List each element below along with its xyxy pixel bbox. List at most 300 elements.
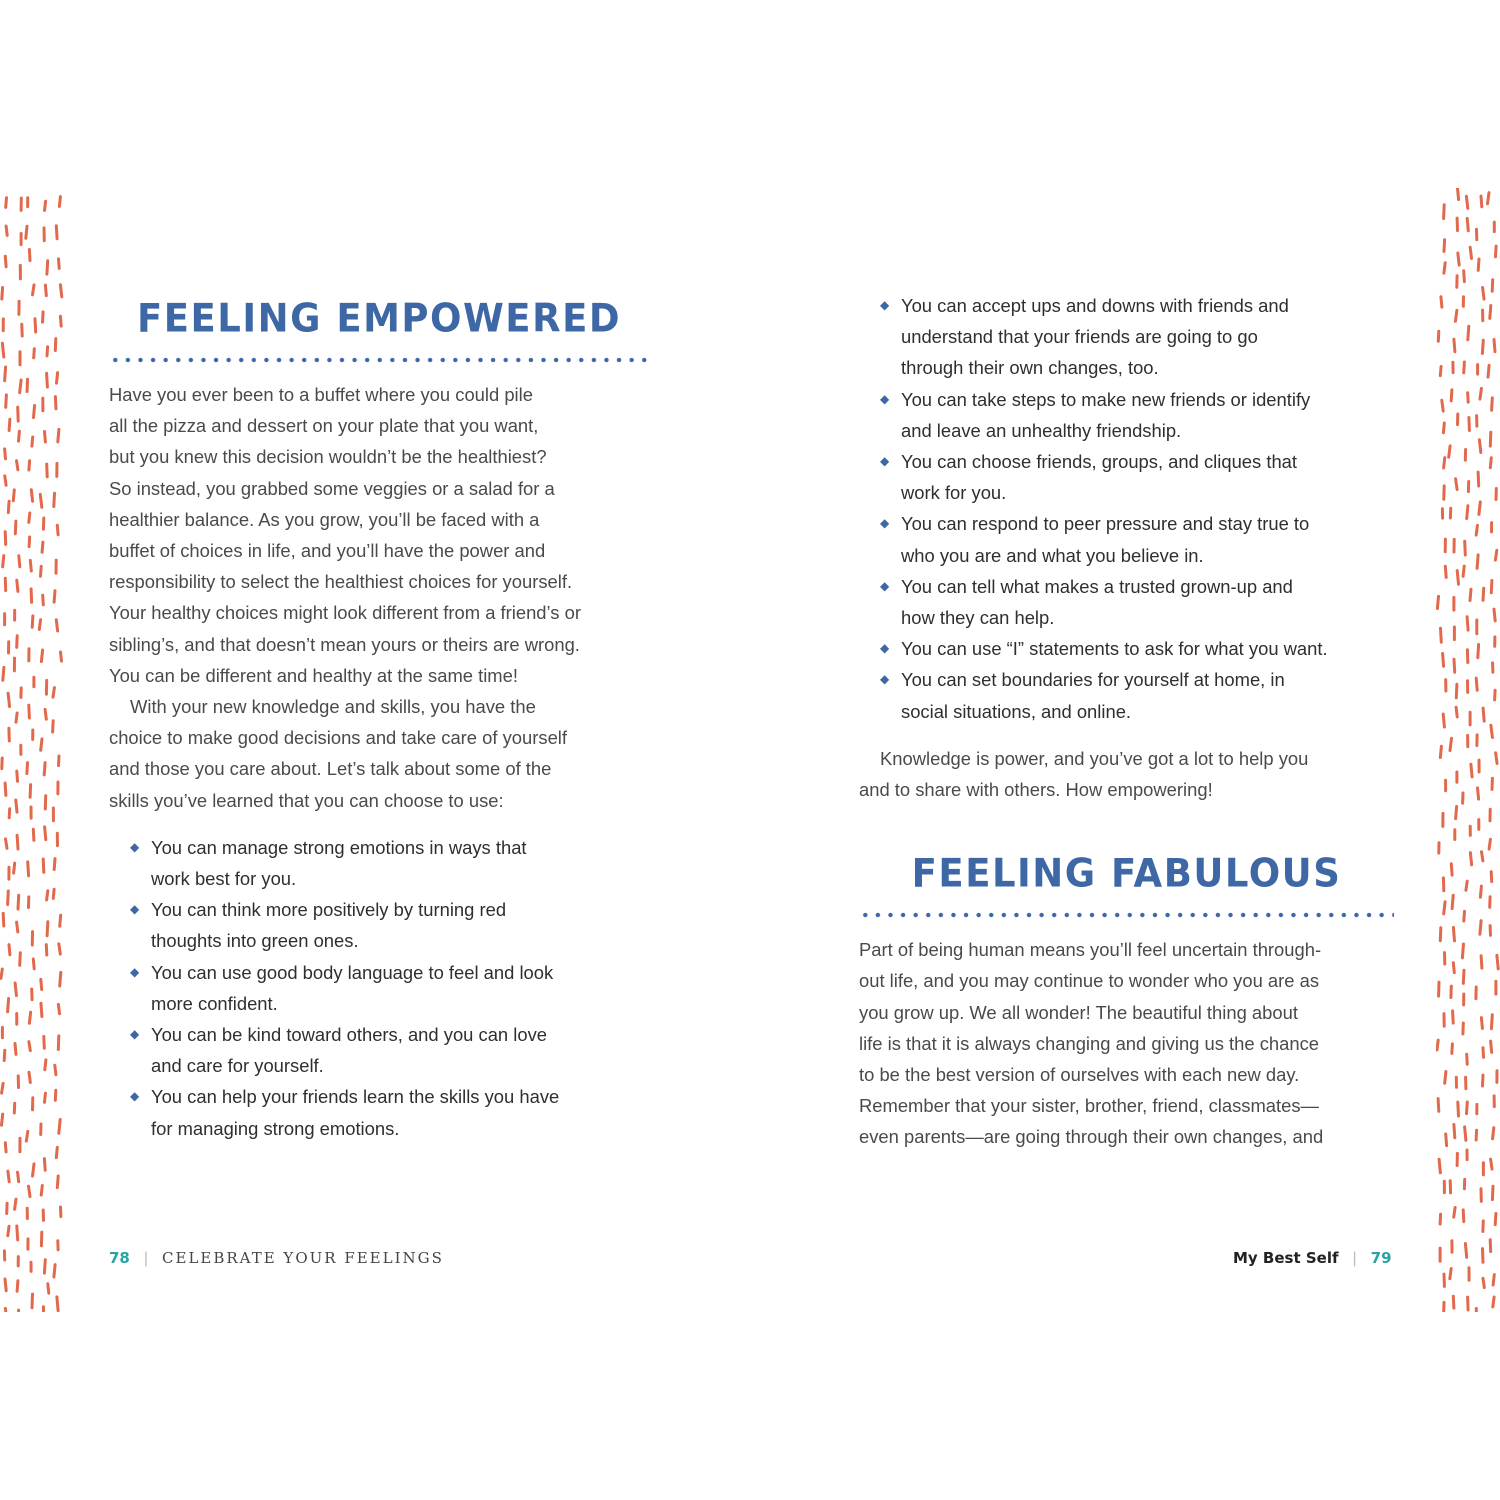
decorative-dash [33,959,34,969]
decorative-dash [15,1044,16,1055]
page-number-right: 79 [1370,1249,1392,1267]
decorative-dash [17,835,18,849]
decorative-dash [1496,246,1497,257]
diamond-bullet-icon: ◆ [130,1089,140,1104]
diamond-bullet-icon: ◆ [130,1027,140,1042]
paragraph-line: to be the best version of ourselves with each new day. [859,1064,1300,1086]
decorative-dash [2,1114,3,1125]
decorative-dash [17,461,18,470]
list-item-line: You can accept ups and downs with friends and [901,295,1289,316]
decorative-dash [5,1279,6,1291]
paragraph-line: but you knew this decision wouldn’t be the healthiest? [109,446,547,468]
footer-left [109,1247,444,1270]
decorative-dash [29,1072,30,1082]
list-item-line: how they can help. [901,607,1055,629]
decorative-dash [29,1012,30,1023]
decorative-dash [1469,418,1470,431]
decorative-dash [15,983,16,996]
decorative-dash [59,197,60,207]
decorative-dash [13,490,14,501]
decorative-dash [61,652,62,661]
decorative-dash [31,589,32,602]
decorative-dash [1481,956,1482,968]
decorative-dash [54,859,55,870]
decorative-dash [32,437,33,446]
decorative-dash [1478,259,1479,270]
decorative-dash [58,1004,59,1013]
decorative-dash [1490,458,1491,468]
left-page-column [109,295,649,1144]
decorative-dash [55,1065,56,1075]
footer-separator: | [143,1250,149,1267]
decorative-dash [15,1199,16,1209]
decorative-dash [8,999,9,1012]
decorative-dash [43,859,44,872]
decorative-dash [58,429,59,442]
list-item-line: You can use good body language to feel and look [151,961,554,983]
decorative-dash [1437,1040,1438,1050]
paragraph-line: life is that it is always changing and giving us the chance [859,1032,1320,1054]
diamond-bullet-icon: ◆ [880,578,890,593]
decorative-dash [58,1036,59,1050]
decorative-dash [1466,196,1467,208]
decorative-dash [44,763,45,775]
list-item-line: who you are and what you believe in. [901,544,1204,566]
decorative-dash [1465,1127,1466,1140]
decorative-dash [1463,566,1464,576]
list-item-line: You can manage strong emotions in ways that [151,836,527,858]
decorative-dash [54,1265,55,1277]
decorative-dash [33,285,35,295]
decorative-dash [1483,588,1484,600]
decorative-dash [1480,921,1481,935]
decorative-dash [1483,1278,1484,1287]
decorative-dash [1478,472,1479,486]
decorative-dash [1483,1249,1484,1263]
decorative-dash [8,1226,9,1235]
decorative-dash [1446,1134,1447,1146]
paragraph-line: So instead, you grabbed some veggies or a salad for a [109,477,555,499]
second-paragraph [109,691,649,816]
decorative-dash [1491,1041,1492,1052]
decorative-dash [59,944,61,954]
decorative-dash [34,349,35,358]
decorative-dash [5,476,6,485]
decorative-dash [46,945,47,955]
decorative-dash [1449,446,1450,457]
paragraph-line: healthier balance. As you grow, you’ll be faced with a [109,508,540,530]
decorative-dash [1443,423,1444,433]
decorative-dash [1493,1275,1494,1285]
decorative-dash [14,863,15,873]
decorative-dash [1444,263,1445,274]
decorative-dash [60,316,61,326]
list-item-line: thoughts into green ones. [151,930,359,952]
decorative-dash [1483,708,1484,721]
decorative-dash [6,198,7,208]
decorative-dash [1471,764,1472,777]
decorative-dash [1465,541,1466,555]
decorative-dash [45,285,46,296]
decorative-dash [39,620,40,630]
decorative-dash [1442,400,1443,411]
decorative-dash [44,1037,45,1049]
section-heading-empowered: FEELING EMPOWERED [136,295,622,342]
list-item [859,508,1394,570]
paragraph-line: and those you care about. Let’s talk about some of the [109,758,552,780]
list-item-line: for managing strong emotions. [151,1117,400,1139]
decorative-dash [5,256,6,266]
decorative-dash [45,1060,46,1070]
decorative-dash [60,972,61,986]
list-item [859,290,1394,384]
decorative-dash [3,667,4,680]
decorative-dash [1483,1048,1484,1058]
decorative-dash [1481,196,1482,207]
decorative-dash [33,1164,35,1176]
intro-paragraph [109,379,649,691]
decorative-dash [17,580,18,591]
list-item [859,446,1394,508]
fabulous-paragraph [859,934,1394,1152]
decorative-dash [1488,365,1489,377]
paragraph-line: sibling’s, and that doesn’t mean yours or theirs are wrong. [109,633,580,655]
decorative-dash [47,922,48,936]
decorative-dash [1455,310,1457,321]
list-item-line: You can choose friends, groups, and cliques that [901,451,1298,473]
decorative-dash [1440,928,1441,941]
decorative-dash [57,1176,58,1188]
decorative-dash [1480,388,1481,399]
decorative-dash [1444,458,1445,468]
decorative-dash [26,226,27,238]
decorative-dash [1467,506,1468,519]
paragraph-line: With your new knowledge and skills, you have the [130,696,536,718]
decorative-dash [30,560,31,571]
paragraph-line: Your healthy choices might look different from a friend’s or [109,602,581,624]
decorative-dash [1492,398,1493,410]
decorative-dash [1444,205,1445,219]
decorative-dash [3,556,4,567]
decorative-dash [1495,690,1496,700]
decorative-dash [1476,525,1477,535]
decorative-dash [1468,393,1469,402]
paragraph-line: you grow up. We all wonder! The beautiful thing about [859,1001,1298,1023]
decorative-dash [1451,864,1452,875]
decorative-dash [29,461,30,470]
decorative-dash [1443,714,1444,727]
decorative-dash [56,1147,57,1157]
decorative-dash [17,771,18,781]
decorative-dash [20,380,21,393]
decorative-dash [1479,502,1480,515]
decorative-dash [41,650,42,662]
decorative-dash [1439,1159,1440,1173]
skills-list-left [109,832,649,1144]
list-item-line: social situations, and online. [901,700,1132,722]
decorative-dash [1440,746,1441,757]
decorative-dash [8,693,9,706]
list-item-line: You can be kind toward others, and you can love [151,1024,548,1046]
decorative-dash [17,922,18,932]
paragraph-line: even parents—are going through their own changes, and [859,1126,1324,1148]
diamond-bullet-icon: ◆ [880,672,890,687]
list-item-line: You can take steps to make new friends or identify [901,388,1311,410]
decorative-dash [1450,738,1452,750]
list-item [109,957,649,1019]
decorative-dash [1493,1297,1494,1307]
list-item [109,1081,649,1143]
decorative-dash [1467,1054,1468,1064]
decorative-dash [1440,367,1441,376]
decorative-dash [41,979,42,989]
decorative-dash [42,542,43,552]
decorative-dash [1466,881,1467,890]
paragraph-line: skills you’ve learned that you can choose to use: [109,789,504,811]
decorative-dash [1470,589,1471,600]
decorative-dash [45,709,46,719]
footer-right [1233,1247,1392,1270]
decorative-dash [9,945,10,955]
decorative-dash [1453,1296,1454,1308]
list-item-line: and care for yourself. [151,1055,324,1077]
decorative-dash [59,1120,60,1134]
decorative-dash [1482,852,1483,861]
decorative-dash [16,713,17,722]
decorative-dash [34,406,35,418]
decorative-dash [55,339,56,351]
decorative-dash [41,566,42,576]
decorative-dash [41,1003,42,1016]
decorative-dash [1493,1128,1494,1139]
decorative-dash [26,1131,28,1141]
decorative-dash [1453,963,1454,973]
paragraph-line: Knowledge is power, and you’ve got a lot to help you [880,747,1309,769]
decorative-dash [54,591,55,602]
paragraph-line: Have you ever been to a buffet where you could pile [109,384,533,405]
running-head-left: CELEBRATE YOUR FEELINGS [162,1249,444,1267]
decorative-dash [3,913,4,926]
list-item-line: You can set boundaries for yourself at home, in [901,669,1285,691]
decorative-dash [1482,340,1483,353]
running-head-right: My Best Self [1233,1249,1339,1267]
decorative-dash [1444,902,1445,914]
decorative-dash [5,783,6,795]
right-page-column [859,290,1394,1153]
section-heading-fabulous: FEELING FABULOUS [911,851,1342,897]
decorative-dash [19,556,20,567]
decorative-dash [35,319,36,332]
decorative-dash [2,1083,3,1093]
paragraph-line: You can be different and healthy at the same time! [109,664,518,686]
decorative-dash [1467,617,1468,630]
skills-list-right [859,290,1394,727]
dash-pattern-right [1436,188,1500,1312]
decorative-dash [1452,1044,1453,1054]
list-item [859,571,1394,633]
list-item-line: work best for you. [151,868,297,890]
decorative-dash [1443,654,1444,667]
decorative-dash [1468,1297,1469,1310]
decorative-dash [1,969,2,978]
dash-pattern-left [0,188,64,1312]
decorative-dash [5,449,6,459]
decorative-dash [18,407,19,421]
paragraph-line: Part of being human means you’ll feel uncertain through- [859,939,1322,961]
decorative-dash [16,800,17,812]
decorative-dash [1458,188,1459,199]
paragraph-line: all the pizza and dessert on your plate that you want, [109,415,539,437]
decorative-dash [1467,218,1468,230]
decorative-dash [1488,193,1490,204]
diamond-bullet-icon: ◆ [880,516,890,531]
decorative-dash [32,1294,33,1308]
decorative-dash [1492,1186,1493,1199]
decorative-dash [6,839,8,849]
decorative-dash [1454,1125,1455,1138]
diamond-bullet-icon: ◆ [130,902,140,917]
list-item [859,384,1394,446]
page-number-left: 78 [109,1249,130,1267]
decorative-dash [1453,927,1454,941]
decorative-dash [1491,581,1492,593]
list-item-line: You can think more positively by turning red [151,899,507,921]
decorative-dash [1491,725,1493,737]
decorative-dash [1490,432,1491,446]
diamond-bullet-icon: ◆ [130,839,140,854]
decorative-dash [1492,280,1493,292]
decorative-dash [1437,596,1438,608]
decorative-dash [1479,440,1480,453]
decorative-dash [1494,340,1495,352]
decorative-dash [1445,566,1446,577]
decorative-dash [1444,240,1445,252]
decorative-dash [1454,1208,1455,1218]
diamond-bullet-icon: ◆ [880,391,890,406]
decorative-dash [55,397,56,409]
decorative-dash [1496,753,1498,764]
decorative-dash [5,532,6,545]
footer-separator: | [1352,1250,1357,1267]
decorative-dash [57,1297,58,1311]
decorative-dash-border-right [1436,188,1500,1312]
decorative-dash [9,419,10,430]
decorative-dash [45,432,46,443]
decorative-dash [5,1308,6,1312]
paragraph-line: buffet of choices in life, and you’ll have the power and [109,540,546,562]
decorative-dash [1464,271,1465,282]
decorative-dash [43,312,44,322]
decorative-dash [1462,944,1463,958]
decorative-dash [54,493,55,506]
paragraph-line: Remember that your sister, brother, friend, classmates— [859,1095,1319,1117]
decorative-dash [43,595,44,605]
decorative-dash [1463,1210,1464,1222]
decorative-dash [1451,390,1452,401]
decorative-dash [45,827,46,840]
decorative-dash [4,1050,5,1060]
decorative-dash [48,1284,49,1293]
decorative-dash [1456,479,1458,490]
decorative-dash [1494,609,1495,621]
decorative-dash [47,261,48,274]
decorative-dash [1441,628,1442,642]
decorative-dash [1456,707,1457,717]
decorative-dash [47,373,48,387]
decorative-dash [44,1159,45,1171]
decorative-dash [1490,306,1491,319]
decorative-dash [8,501,9,512]
decorative-dash [1464,911,1465,921]
list-item [859,664,1394,726]
decorative-dash [47,464,48,477]
decorative-dash [1483,1075,1484,1086]
decorative-dash [20,953,21,966]
decorative-dash [19,431,20,441]
decorative-dash [32,616,33,627]
decorative-dash [1495,1214,1496,1225]
list-item [109,832,649,894]
decorative-dash [33,829,34,840]
decorative-dash [15,521,16,534]
decorative-dash [28,862,29,876]
decorative-dash [1467,1102,1468,1114]
decorative-dash [31,490,32,502]
list-item [109,894,649,956]
decorative-dash [1497,955,1498,969]
decorative-dash [60,285,61,297]
decorative-dash [1441,297,1442,307]
decorative-dash [1454,339,1455,352]
decorative-dash [1454,659,1455,672]
decorative-dash [18,1172,19,1182]
decorative-dash [1445,1072,1446,1084]
decorative-dash [1483,288,1484,300]
paragraph-line: responsibility to select the healthiest choices for yourself. [109,571,573,593]
decorative-dash [1481,1018,1482,1029]
decorative-dash [30,785,31,798]
list-item-line: more confident. [151,992,278,1014]
decorative-dash [59,756,60,766]
decorative-dash [9,809,10,818]
decorative-dash [27,763,28,774]
decorative-dash [1491,1015,1492,1029]
decorative-dash [17,1281,18,1292]
decorative-dash [1495,550,1496,560]
list-item-line: You can respond to peer pressure and stay true to [901,513,1310,535]
decorative-dash [41,1186,42,1196]
decorative-dash [1453,1011,1454,1023]
decorative-dash [45,1093,46,1102]
decorative-dash [2,288,3,300]
decorative-dash [1456,807,1457,819]
decorative-dash [47,891,48,900]
decorative-dash [59,259,60,269]
decorative-dash [1470,853,1471,865]
decorative-dash [53,889,54,898]
decorative-dash [1465,1244,1466,1258]
diamond-bullet-icon: ◆ [880,641,890,656]
decorative-dash [1476,1130,1477,1140]
decorative-dash [55,1090,56,1100]
decorative-dash [1468,326,1469,340]
decorative-dash [1438,1099,1439,1112]
decorative-dash [29,705,30,718]
decorative-dash [1438,331,1439,341]
decorative-dash [40,494,42,507]
decorative-dash [56,620,57,631]
list-item [109,1019,649,1081]
